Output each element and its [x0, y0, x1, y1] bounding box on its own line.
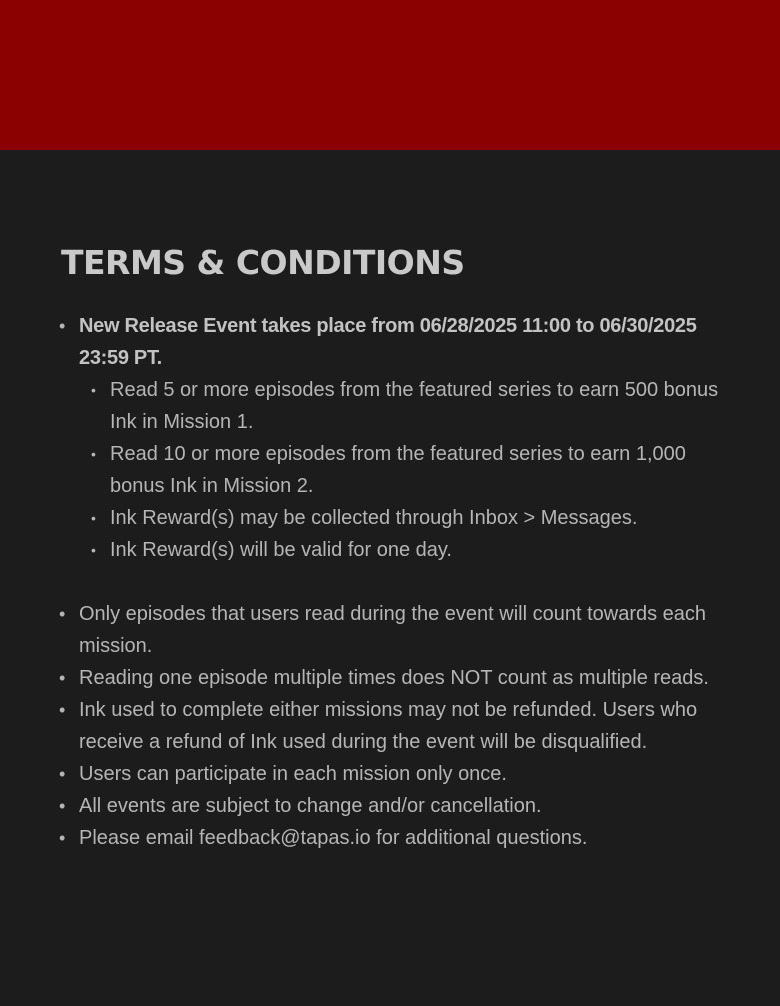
list-item: • All events are subject to change and/or cancellation.: [61, 790, 720, 822]
list-item: • Ink used to complete either missions may not be refunded. Users who receive a refund of Ink used during the event will be disqualified.: [61, 694, 720, 758]
terms-title: TERMS & CONDITIONS: [61, 243, 465, 282]
list-item-event-period: [61, 310, 720, 598]
list-item: • Ink Reward(s) will be valid for one day.: [79, 534, 720, 566]
event-period-text: New Release Event takes place from 06/28/2025 11:00 to 06/30/2025 23:59 PT.: [79, 315, 697, 369]
list-item: • Read 5 or more episodes from the featured series to earn 500 bonus Ink in Mission 1.: [79, 374, 720, 438]
list-item: • Reading one episode multiple times does NOT count as multiple reads.: [61, 662, 720, 694]
mission-list: [79, 374, 720, 566]
list-item: • Users can participate in each mission only once.: [61, 758, 720, 790]
list-item: • Read 10 or more episodes from the featured series to earn 1,000 bonus Ink in Mission 2.: [79, 438, 720, 502]
terms-section: [0, 243, 780, 854]
list-item: • Only episodes that users read during the event will count towards each mission.: [61, 598, 720, 662]
list-item: • Please email feedback@tapas.io for additional questions.: [61, 822, 720, 854]
list-item: • Ink Reward(s) may be collected through Inbox > Messages.: [79, 502, 720, 534]
event-banner: [0, 0, 780, 150]
list-spacer: [79, 566, 720, 598]
terms-list: [61, 310, 720, 854]
